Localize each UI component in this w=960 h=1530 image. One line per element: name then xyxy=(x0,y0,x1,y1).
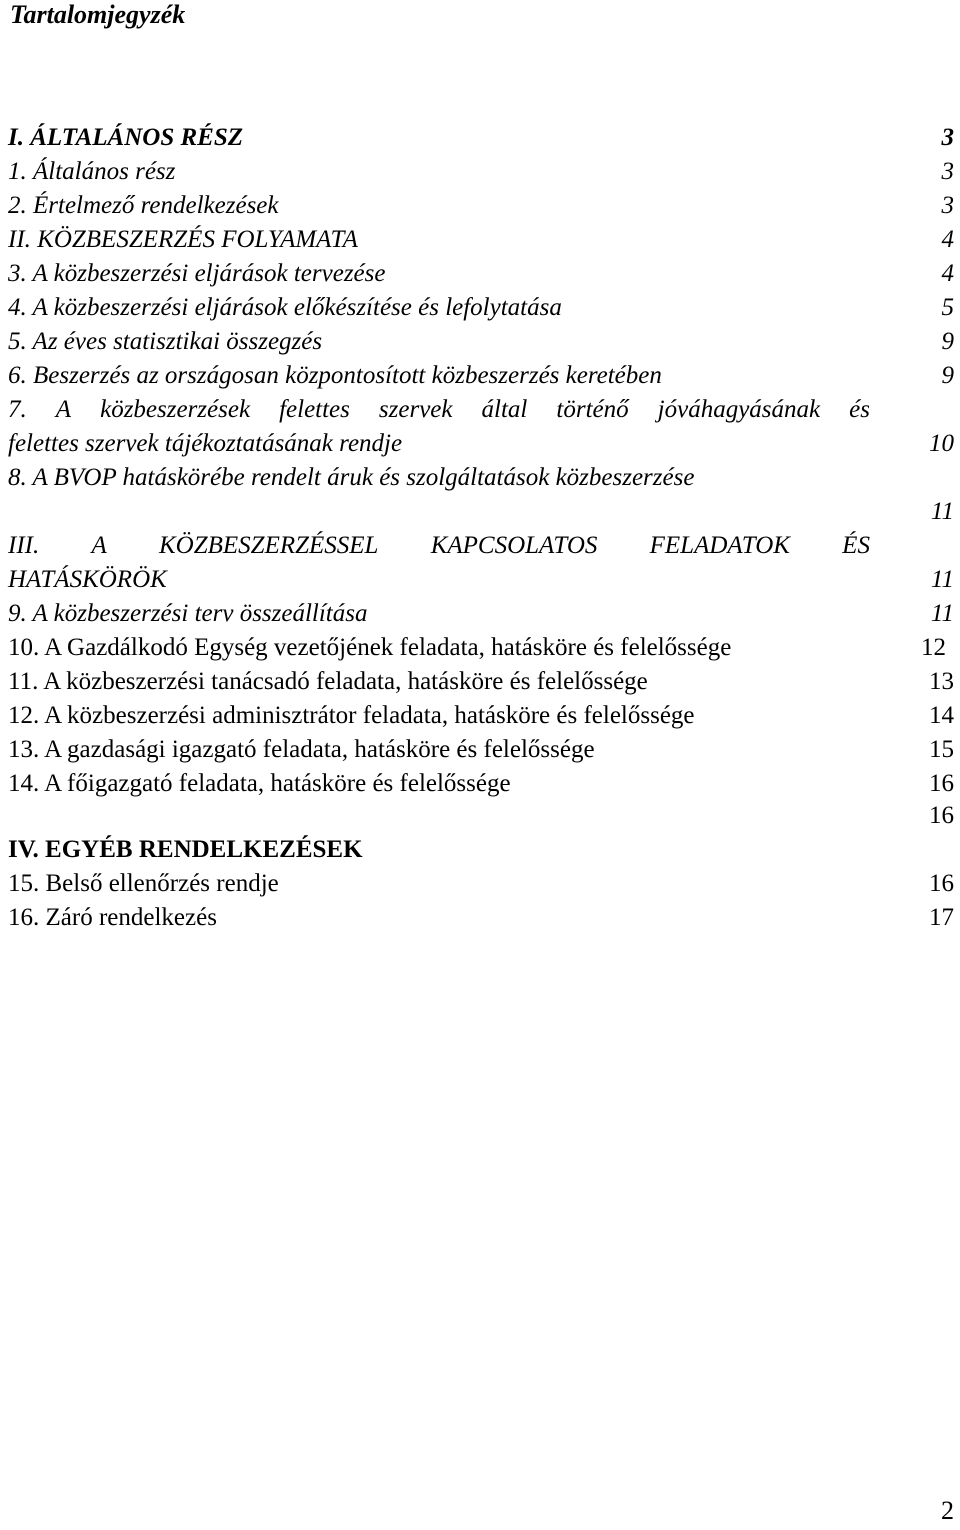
toc-entry-page: 12 xyxy=(921,634,946,661)
toc-entry-page: 15 xyxy=(929,736,954,763)
toc-entry-page: 17 xyxy=(929,904,954,931)
toc-entry-line2[interactable] xyxy=(8,427,956,461)
toc-entry-label: 10. A Gazdálkodó Egység vezetőjének feladata, hatásköre és felelőssége xyxy=(8,634,732,661)
toc-entry-label: 6. Beszerzés az országosan központosított közbeszerzés keretében xyxy=(8,362,662,389)
toc-entry-label: I. ÁLTALÁNOS RÉSZ xyxy=(8,124,244,151)
toc-entry-label: felettes szervek tájékoztatásának rendje xyxy=(8,430,403,457)
toc-entry[interactable] xyxy=(8,665,956,699)
toc-entry-line2[interactable] xyxy=(8,563,956,597)
toc-entry-label: 5. Az éves statisztikai összegzés xyxy=(8,328,323,355)
toc-entry[interactable] xyxy=(8,833,956,867)
word: jóváhagyásának xyxy=(657,396,821,423)
word: szervek xyxy=(378,396,453,423)
toc-entry-page: 5 xyxy=(941,294,954,321)
word: által xyxy=(481,396,528,423)
toc-entry-page: 11 xyxy=(930,566,954,593)
toc-entry-page: 3 xyxy=(941,124,954,151)
toc-entry[interactable] xyxy=(8,223,956,257)
toc-entry-page: 9 xyxy=(941,328,954,355)
toc-entry[interactable] xyxy=(8,901,956,935)
toc-entry-page: 13 xyxy=(929,668,954,695)
toc-entry[interactable] xyxy=(8,325,956,359)
word: A xyxy=(91,532,107,559)
toc-entry-label: 13. A gazdasági igazgató feladata, hatásköre és felelőssége xyxy=(8,736,595,763)
toc-entry-line1[interactable] xyxy=(8,529,870,563)
toc-entry-page: 9 xyxy=(941,362,954,389)
word: A xyxy=(55,396,72,423)
word: FELADATOK xyxy=(649,532,790,559)
toc-entry-page: 4 xyxy=(941,226,954,253)
toc-entry-page: 11 xyxy=(930,498,954,525)
toc-entry-wrapped-page[interactable] xyxy=(8,495,956,529)
page-number: 2 xyxy=(941,1496,954,1525)
toc-entry-label: 2. Értelmező rendelkezések xyxy=(8,192,279,219)
toc-entry[interactable] xyxy=(8,291,956,325)
toc-entry-label: 11. A közbeszerzési tanácsadó feladata, hatásköre és felelőssége xyxy=(8,668,648,695)
word: történő xyxy=(556,396,629,423)
word: III. xyxy=(8,532,40,559)
toc-entry-label: 8. A BVOP hatáskörébe rendelt áruk és szolgáltatások közbeszerzése xyxy=(8,464,695,491)
toc-entry-page: 10 xyxy=(929,430,954,457)
toc-entry-page: 16 xyxy=(929,770,954,797)
toc-entry-label: 16. Záró rendelkezés xyxy=(8,904,217,931)
toc-entry-label: 4. A közbeszerzési eljárások előkészítése és lefolytatása xyxy=(8,294,562,321)
word: és xyxy=(849,396,870,423)
word: KÖZBESZERZÉSSEL xyxy=(158,532,379,559)
toc-entry[interactable] xyxy=(8,699,956,733)
toc-entry-label: IV. EGYÉB RENDELKEZÉSEK xyxy=(8,836,363,863)
toc-entry[interactable] xyxy=(8,733,956,767)
toc-entry-label: 3. A közbeszerzési eljárások tervezése xyxy=(8,260,386,287)
word: 7. xyxy=(8,396,27,423)
word: közbeszerzések xyxy=(100,396,251,423)
toc-entry[interactable] xyxy=(8,597,956,631)
toc-entry-label: 9. A közbeszerzési terv összeállítása xyxy=(8,600,368,627)
toc-entry[interactable] xyxy=(8,189,956,223)
toc-entry[interactable] xyxy=(8,867,956,901)
toc-entry-label: HATÁSKÖRÖK xyxy=(8,566,167,593)
toc-entry-page: 3 xyxy=(941,158,954,185)
toc-entry-page: 14 xyxy=(929,702,954,729)
toc-entry[interactable] xyxy=(8,155,956,189)
toc-entry[interactable] xyxy=(8,461,956,495)
word: ÉS xyxy=(842,532,870,559)
toc-entry[interactable] xyxy=(8,257,956,291)
page-title: Tartalomjegyzék xyxy=(10,0,186,29)
toc-entry-line1[interactable] xyxy=(8,393,870,427)
toc-entry-label: 12. A közbeszerzési adminisztrátor feladata, hatásköre és felelőssége xyxy=(8,702,695,729)
word: felettes xyxy=(279,396,350,423)
toc-entry-label: II. KÖZBESZERZÉS FOLYAMATA xyxy=(8,226,358,253)
toc-entry-label: 1. Általános rész xyxy=(8,158,176,185)
toc-entry[interactable] xyxy=(8,631,956,665)
word: KAPCSOLATOS xyxy=(430,532,598,559)
toc-entry-page: 16 xyxy=(929,802,954,829)
toc-entry[interactable] xyxy=(8,359,956,393)
toc-entry-page: 3 xyxy=(941,192,954,219)
toc-entry[interactable] xyxy=(8,767,956,801)
toc-entry-page: 4 xyxy=(941,260,954,287)
toc-entry-label: 14. A főigazgató feladata, hatásköre és felelőssége xyxy=(8,770,511,797)
toc-entry-label: 15. Belső ellenőrzés rendje xyxy=(8,870,279,897)
toc-entry-page: 16 xyxy=(929,870,954,897)
toc-entry[interactable] xyxy=(8,121,956,155)
toc-entry-wrapped-page[interactable] xyxy=(8,799,956,833)
toc-entry-page: 11 xyxy=(930,600,954,627)
